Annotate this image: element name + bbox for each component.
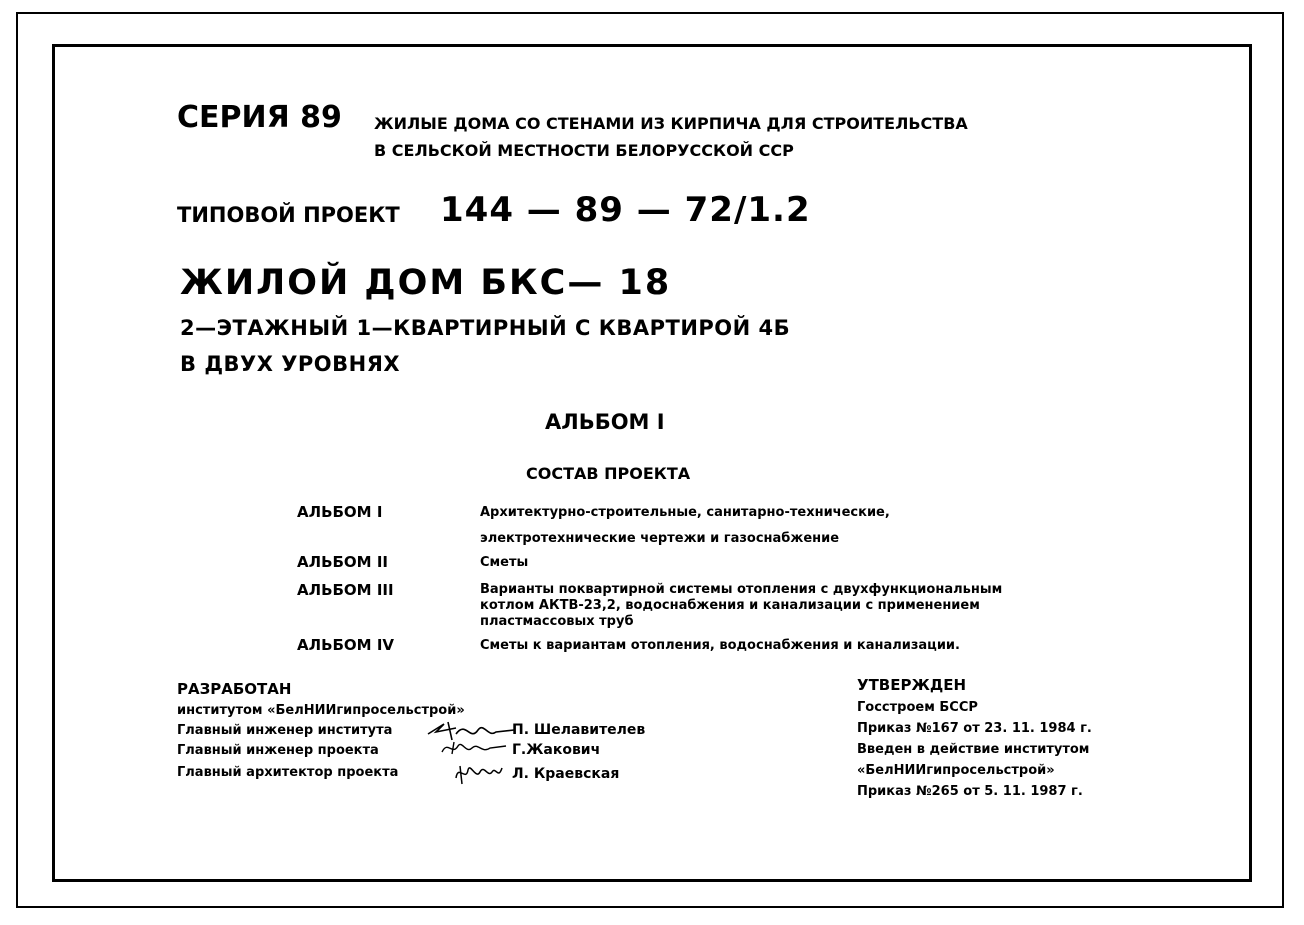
album-3-name: АЛЬБОМ III [297, 581, 394, 599]
series-line-2: В СЕЛЬСКОЙ МЕСТНОСТИ БЕЛОРУССКОЙ ССР [374, 141, 794, 160]
developed-institute: институтом «БелНИИгипросельстрой» [177, 703, 465, 718]
developed-heading: РАЗРАБОТАН [177, 680, 292, 698]
house-title: ЖИЛОЙ ДОМ БКС— 18 [180, 263, 672, 303]
album-3-line-3: пластмассовых труб [480, 614, 634, 629]
approved-heading: УТВЕРЖДЕН [857, 676, 966, 694]
project-label: ТИПОВОЙ ПРОЕКТ [177, 203, 400, 227]
current-album: АЛЬБОМ I [545, 410, 665, 434]
approved-line-4: «БелНИИгипросельстрой» [857, 763, 1055, 778]
album-4-name: АЛЬБОМ IV [297, 636, 395, 654]
house-subtitle-1: 2—ЭТАЖНЫЙ 1—КВАРТИРНЫЙ С КВАРТИРОЙ 4Б [180, 316, 791, 340]
chief-architect-name: Л. Краевская [512, 766, 620, 782]
album-1-line-2: электротехнические чертежи и газоснабжение [480, 531, 840, 546]
composition-title: СОСТАВ ПРОЕКТА [526, 464, 691, 483]
album-2-line-1: Сметы [480, 555, 529, 570]
house-subtitle-2: В ДВУХ УРОВНЯХ [180, 352, 401, 376]
chief-engineer-institute-role: Главный инженер института [177, 723, 393, 738]
project-number: 144 — 89 — 72/1.2 [440, 190, 811, 230]
album-1-line-1: Архитектурно-строительные, санитарно-технические, [480, 505, 890, 520]
chief-engineer-project-role: Главный инженер проекта [177, 743, 379, 758]
approved-line-5: Приказ №265 от 5. 11. 1987 г. [857, 784, 1083, 799]
album-3-line-1: Варианты поквартирной системы отопления с двухфункциональным [480, 582, 1003, 597]
series-label: СЕРИЯ 89 [177, 100, 342, 135]
album-4-line-1: Сметы к вариантам отопления, водоснабжения и канализации. [480, 638, 960, 653]
approved-line-3: Введен в действие институтом [857, 742, 1090, 757]
album-1-name: АЛЬБОМ I [297, 503, 383, 521]
signature-3 [452, 760, 508, 788]
chief-engineer-institute-name: П. Шелавителев [512, 722, 646, 738]
series-description [374, 110, 968, 164]
album-2-name: АЛЬБОМ II [297, 553, 388, 571]
chief-engineer-project-name: Г.Жакович [512, 742, 601, 758]
series-line-1: ЖИЛЫЕ ДОМА СО СТЕНАМИ ИЗ КИРПИЧА ДЛЯ СТРОИТЕЛЬСТВА [374, 114, 968, 133]
approved-line-1: Госстроем БССР [857, 700, 978, 715]
approved-line-2: Приказ №167 от 23. 11. 1984 г. [857, 721, 1092, 736]
chief-architect-role: Главный архитектор проекта [177, 765, 399, 780]
signature-2 [440, 738, 512, 760]
album-3-line-2: котлом АКТВ-23,2, водоснабжения и канализации с применением [480, 598, 980, 613]
